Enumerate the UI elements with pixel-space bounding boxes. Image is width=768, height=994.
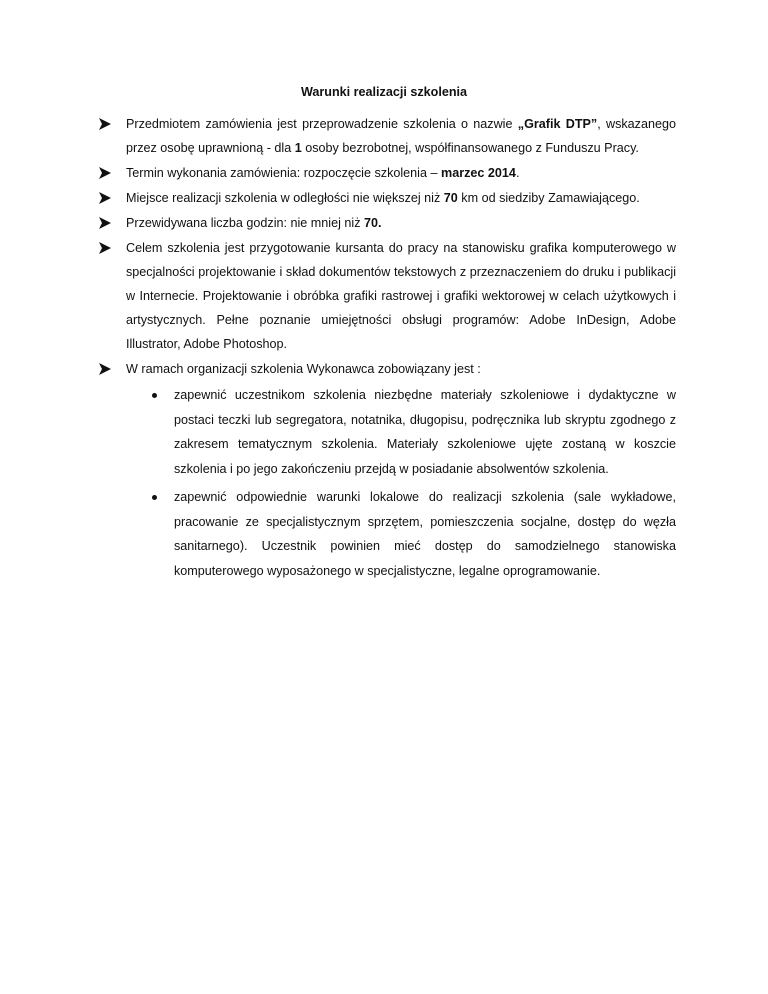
arrow-bullet-icon: [98, 216, 112, 230]
item-bold-text: „Grafik DTP”: [517, 117, 598, 131]
item-text: km od siedziby Zamawiającego.: [457, 191, 640, 205]
list-item: [98, 236, 676, 356]
list-item: [98, 186, 676, 210]
dot-bullet-icon: [152, 495, 157, 500]
list-item: [98, 211, 676, 235]
item-text: Miejsce realizacji szkolenia w odległości nie większej niż: [126, 191, 444, 205]
arrow-bullet-icon: [98, 362, 112, 376]
list-item: [98, 161, 676, 185]
subitem-text: zapewnić odpowiednie warunki lokalowe do realizacji szkolenia (sale wykładowe, pracowanie ze specjalistycznym sprzętem, pomieszczenia socjalne, dostęp do węzła sanitarnego). Uczestnik powinien mieć dostęp do samodzielnego stanowiska komputerowego wyposażonego w specjalistyczne, legalne oprogramowanie.: [174, 490, 676, 578]
arrow-bullet-icon: [98, 241, 112, 255]
item-text: Celem szkolenia jest przygotowanie kursanta do pracy na stanowisku grafika komputerowego w specjalności projektowanie i skład dokumentów tekstowych z przeznaczeniem do druku i publikacji w Internecie. Projektowanie i obróbka grafiki rastrowej i grafiki wektorowej w celach użytkowych i artystycznych. Pełne poznanie umiejętności obsługi programów: Adobe InDesign, Adobe Illustrator, Adobe Photoshop.: [126, 241, 676, 351]
list-item: [98, 357, 676, 583]
arrow-bullet-icon: [98, 166, 112, 180]
dot-bullet-icon: [152, 393, 157, 398]
item-text: .: [515, 166, 520, 180]
document-title: Warunki realizacji szkolenia: [300, 85, 468, 99]
sublist-item: [126, 383, 676, 481]
sublist-item: [126, 485, 676, 583]
item-text: Przewidywana liczba godzin: nie mniej niż: [126, 216, 364, 230]
item-bold-text: marzec 2014: [441, 166, 516, 180]
item-text: Przedmiotem zamówienia jest przeprowadzenie szkolenia o nazwie: [126, 117, 518, 131]
arrow-bullet-icon: [98, 191, 112, 205]
item-bold-text: 1: [294, 141, 302, 155]
item-text: osoby bezrobotnej, współfinansowanego z Funduszu Pracy.: [301, 141, 639, 155]
item-text: , wskazanego przez osobę uprawnioną - dla: [126, 117, 676, 155]
item-bold-text: 70: [443, 191, 458, 205]
list-item: [98, 112, 676, 160]
arrow-bullet-icon: [98, 117, 112, 131]
item-bold-text: 70.: [364, 216, 382, 230]
subitem-text: zapewnić uczestnikom szkolenia niezbędne materiały szkoleniowe i dydaktyczne w postaci teczki lub segregatora, notatnika, długopisu, podręcznika lub skryptu zgodnego z zakresem tematycznym szkolenia. Materiały szkoleniowe ujęte zostaną w koszcie szkolenia i po jego zakończeniu przejdą w posiadanie absolwentów szkolenia.: [174, 388, 676, 476]
item-text: W ramach organizacji szkolenia Wykonawca zobowiązany jest :: [126, 362, 481, 376]
obligations-sublist: [126, 383, 676, 583]
item-text: Termin wykonania zamówienia: rozpoczęcie szkolenia –: [126, 166, 441, 180]
conditions-list: [98, 112, 676, 587]
